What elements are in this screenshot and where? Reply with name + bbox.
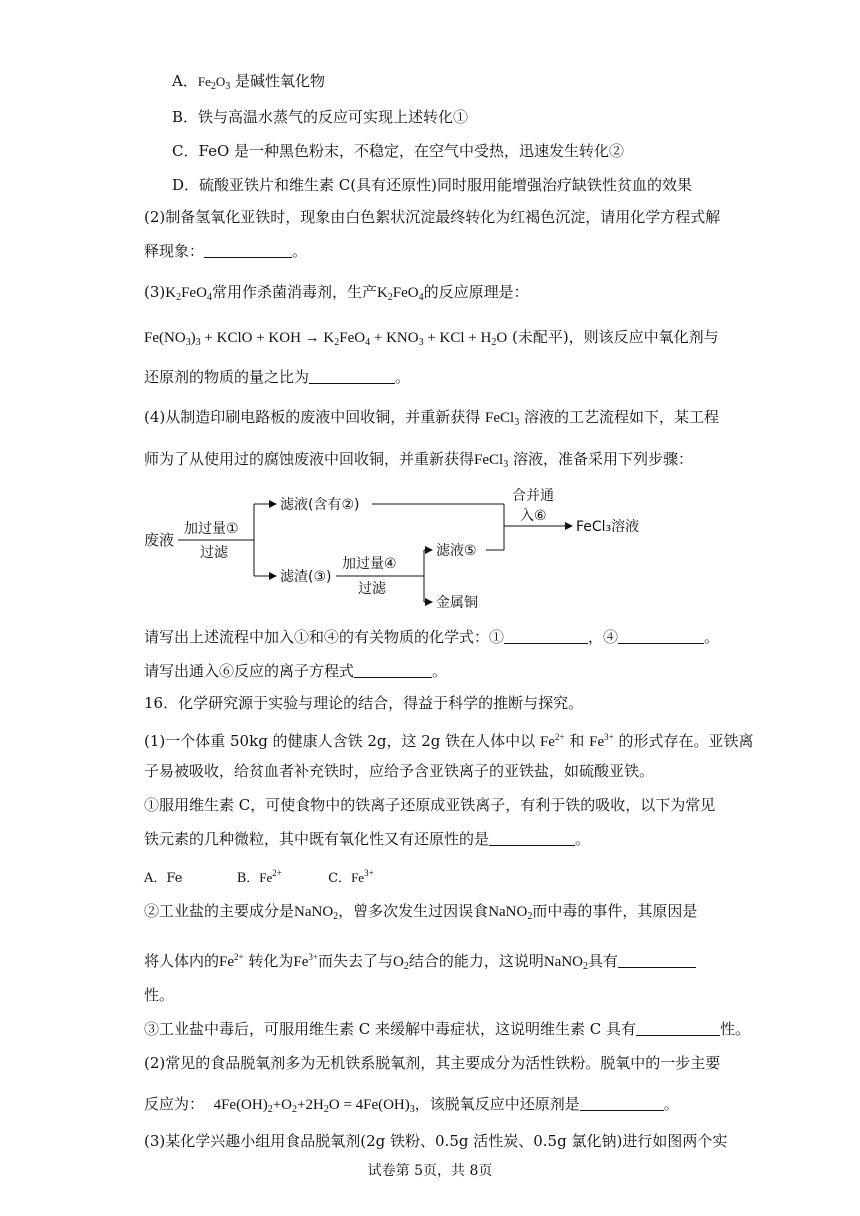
- q2-line2: 释现象： 。: [144, 242, 308, 260]
- answer-blank[interactable]: [504, 629, 588, 644]
- option-b: B．铁与高温水蒸气的反应可实现上述转化①: [172, 108, 469, 126]
- option-d: D．硫酸亚铁片和维生素 C(具有还原性)同时服用能增强治疗缺铁性贫血的效果: [172, 176, 692, 194]
- q16-c2-line3: 性。: [144, 986, 175, 1004]
- flow-start: 废液: [144, 531, 175, 549]
- q4-fill1: 请写出上述流程中加入①和④的有关物质的化学式：① ，④ 。: [144, 628, 720, 646]
- process-flowchart: [140, 482, 700, 612]
- answer-blank[interactable]: [354, 663, 432, 678]
- option-a: A．$Fe_2O_3$ 是碱性氧化物: [172, 72, 326, 92]
- flow-merge-top: 合并通: [512, 488, 554, 504]
- option-a-fe: A．Fe: [144, 871, 183, 886]
- q16-1-line1: (1)一个体重 50kg 的健康人含铁 2g，这 2g 铁在人体中以 $Fe^{2+}$ 和 $Fe^{3+}$ 的形式存在。亚铁离: [144, 732, 754, 750]
- q4-fill2: 请写出通入⑥反应的离子方程式 。: [144, 662, 448, 680]
- q16-options: A．Fe B．$Fe^{2+}$ C．$Fe^{3+}$: [144, 868, 374, 886]
- answer-blank[interactable]: [636, 1021, 720, 1036]
- page-footer: 试卷第 5页，共 8页: [367, 1163, 493, 1179]
- option-b-label: B．: [236, 871, 260, 886]
- q16-c2-line2: 将人体内的$Fe^{2+}$ 转化为$Fe^{3+}$而失去了与$O_2$结合的能力，这说明NaNO$_2$具有: [144, 946, 696, 978]
- flow-upper-branch: 滤液(含有②): [280, 497, 360, 513]
- answer-blank[interactable]: [489, 831, 575, 846]
- answer-blank[interactable]: [204, 243, 292, 258]
- q16-2-line1: (2)常见的食品脱氧剂多为无机铁系脱氧剂，其主要成分为活性铁粉。脱氧中的一步主要: [144, 1054, 721, 1072]
- answer-blank[interactable]: [580, 1096, 664, 1111]
- flow-copper: 金属铜: [436, 595, 478, 611]
- q4-line1: (4)从制造印刷电路板的废液中回收铜，并重新获得 FeCl$_3$ 溶液的工艺流程如下，某工程: [144, 408, 720, 428]
- q16-c1-line2: 铁元素的几种微粒，其中既有氧化性又有还原性的是 。: [144, 830, 591, 848]
- flow-step1-bottom: 过滤: [200, 545, 228, 561]
- q2-line1: (2)制备氢氧化亚铁时，现象由白色絮状沉淀最终转化为红褐色沉淀，请用化学方程式解: [144, 208, 721, 226]
- q3-line1: $(3)K_2FeO_4$常用作杀菌消毒剂，生产$K_2FeO_4$的反应原理是：: [144, 283, 529, 303]
- flow-step2-bottom: 过滤: [358, 581, 386, 597]
- answer-blank[interactable]: [618, 629, 704, 644]
- answer-blank[interactable]: [309, 369, 395, 384]
- q16-2-line2: 反应为： $4Fe(OH)_2+O_2+2H_2O = 4Fe(OH)_3$，该脱氧反应中还原剂是 。: [144, 1095, 679, 1115]
- q4-line2: 师为了从使用过的腐蚀废液中回收铜，并重新获得FeCl$_3$ 溶液，准备采用下列步骤：: [144, 450, 693, 470]
- flow-merge-bottom: 入⑥: [520, 508, 547, 524]
- q16-1-line2: 子易被吸收，给贫血者补充铁时，应给予含亚铁离子的亚铁盐，如硫酸亚铁。: [144, 762, 655, 780]
- flow-step1-top: 加过量①: [184, 521, 239, 537]
- option-c-label: C．: [328, 871, 352, 886]
- q3-equation: $Fe(NO_3)_3$ + KClO + KOH → $K_2FeO_4 + KNO_3$ + KCl + $H_2O$ (未配平)，则该反应中氧化剂与: [144, 328, 719, 348]
- flow-step2-top: 加过量④: [342, 556, 397, 572]
- q3-line3: 还原剂的物质的量之比为 。: [144, 368, 411, 386]
- option-c: C．FeO 是一种黑色粉末，不稳定，在空气中受热，迅速发生转化②: [172, 142, 625, 160]
- answer-blank[interactable]: [618, 953, 696, 968]
- flow-lower-branch: 滤渣(③): [280, 569, 332, 585]
- q16-c3: ③工业盐中毒后，可服用维生素 C 来缓解中毒症状，这说明维生素 C 具有 性。: [144, 1020, 751, 1038]
- q16-title: 16．化学研究源于实验与理论的结合，得益于科学的推断与探究。: [144, 694, 584, 712]
- flow-filtrate5: 滤液⑤: [436, 543, 477, 559]
- flow-product: FeCl₃溶液: [576, 519, 640, 535]
- q16-3-line1: (3)某化学兴趣小组用食品脱氧剂(2g 铁粉、0.5g 活性炭、0.5g 氯化钠)进行如图两个实: [144, 1132, 728, 1150]
- q16-c2-line1: ②工业盐的主要成分是NaNO$_2$，曾多次发生过因误食NaNO$_2$而中毒的事件，其原因是: [144, 902, 698, 922]
- q16-c1-line1: ①服用维生素 C，可使食物中的铁离子还原成亚铁离子，有利于铁的吸收，以下为常见: [144, 796, 716, 814]
